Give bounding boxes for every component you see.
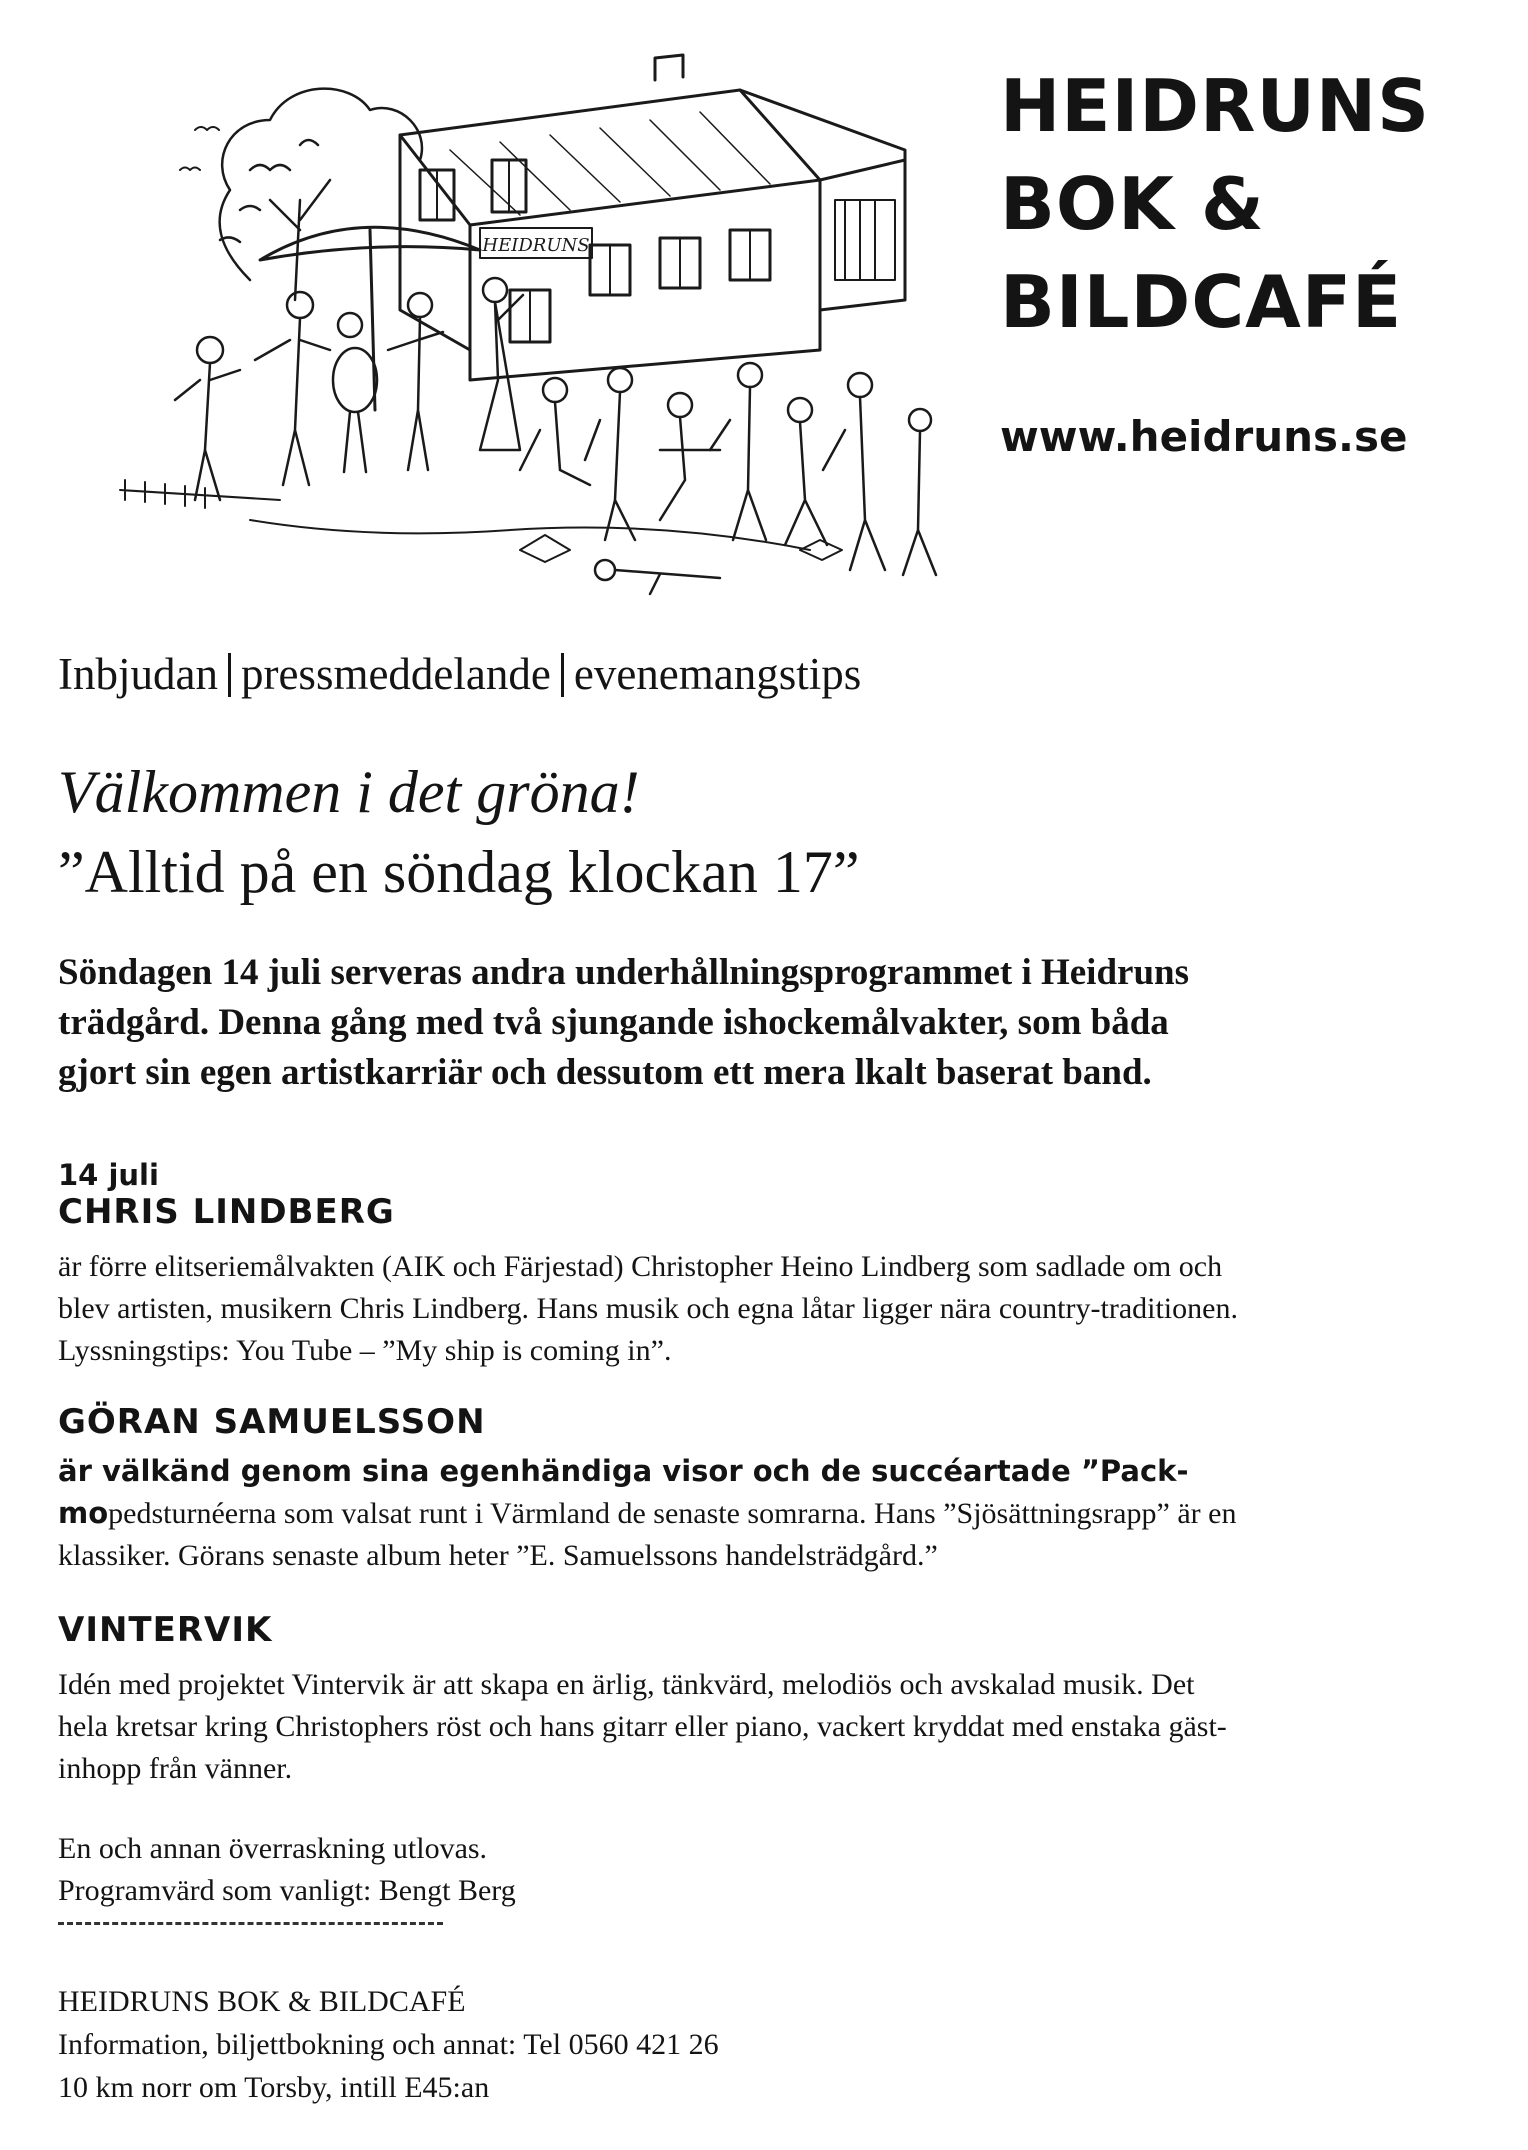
footer-line-phone: Information, biljettbokning och annat: Tel 0560 421 26 xyxy=(58,2028,719,2061)
act-name-goran-samuelsson: GÖRAN SAMUELSSON xyxy=(58,1402,486,1442)
dashed-divider xyxy=(58,1922,443,1925)
description-line: klassiker. Görans senaste album heter ”E. Samuelssons handelsträdgård.” xyxy=(58,1539,938,1572)
tree-drawing xyxy=(220,89,422,300)
category-invitation: Inbjudan xyxy=(58,649,218,699)
category-press-release: pressmeddelande xyxy=(240,649,551,699)
intro-line: Söndagen 14 juli serveras andra underhållningsprogrammet i Heidruns xyxy=(58,952,1190,993)
category-separator xyxy=(561,653,564,697)
description-line: inhopp från vänner. xyxy=(58,1752,293,1785)
brand-title-line-1: HEIDRUNS xyxy=(1000,64,1431,148)
description-line: blev artisten, musikern Chris Lindberg. Hans musik och egna låtar ligger nära country-traditionen. xyxy=(58,1292,1238,1325)
house-drawing xyxy=(400,55,905,380)
footer-line-location: 10 km norr om Torsby, intill E45:an xyxy=(58,2071,490,2104)
description-lead-bold-continuation: mo xyxy=(58,1496,109,1530)
brand-title-line-2: BOK & xyxy=(1000,162,1265,246)
umbrella-drawing xyxy=(260,227,480,410)
intro-paragraph xyxy=(58,948,1498,1098)
description-line: hela kretsar kring Christophers röst och hans gitarr eller piano, vackert kryddat med enstaka gäst- xyxy=(58,1710,1227,1743)
footer-contact xyxy=(58,1980,719,2109)
category-event-tips: evenemangstips xyxy=(573,649,862,699)
act-description-vintervik xyxy=(58,1664,1227,1790)
category-line xyxy=(58,648,861,700)
house-sign: HEIDRUNS xyxy=(482,235,590,256)
brand-title-line-3: BILDCAFÉ xyxy=(1000,260,1403,344)
intro-line: gjort sin egen artistkarriär och dessutom ett mera lkalt baserat band. xyxy=(58,1052,1152,1093)
description-line: är förre elitseriemålvakten (AIK och Färjestad) Christopher Heino Lindberg som sadlade om och xyxy=(58,1250,1223,1283)
subtitle-heading: ”Alltid på en söndag klockan 17” xyxy=(58,839,860,905)
act-name-chris-lindberg: CHRIS LINDBERG xyxy=(58,1192,395,1232)
description-line: Idén med projektet Vintervik är att skapa en ärlig, tänkvärd, melodiös och avskalad musik. Det xyxy=(58,1668,1195,1701)
closing-notes xyxy=(58,1828,516,1912)
description-lead-bold: är välkänd genom sina egenhändiga visor och de succéartade ”Pack- xyxy=(58,1454,1189,1488)
closing-line: Programvärd som vanligt: Bengt Berg xyxy=(58,1874,516,1907)
description-line: Lyssningstips: You Tube – ”My ship is coming in”. xyxy=(58,1334,672,1367)
act-description-goran-samuelsson xyxy=(58,1450,1236,1577)
event-date: 14 juli xyxy=(58,1158,159,1192)
cafe-garden-illustration xyxy=(100,50,980,610)
footer-line-name: HEIDRUNS BOK & BILDCAFÉ xyxy=(58,1985,466,2018)
act-name-vintervik: VINTERVIK xyxy=(58,1610,273,1650)
welcome-heading: Välkommen i det gröna! xyxy=(58,759,640,825)
crowd-drawing xyxy=(175,278,936,594)
act-description-chris-lindberg xyxy=(58,1246,1238,1372)
description-line: pedsturnéerna som valsat runt i Värmland de senaste somrarna. Hans ”Sjösättningsrapp” är en xyxy=(108,1497,1237,1530)
category-separator xyxy=(228,653,231,697)
website-url: www.heidruns.se xyxy=(1000,412,1408,461)
closing-line: En och annan överraskning utlovas. xyxy=(58,1832,488,1865)
intro-line: trädgård. Denna gång med två sjungande ishockemålvakter, som båda xyxy=(58,1002,1169,1043)
